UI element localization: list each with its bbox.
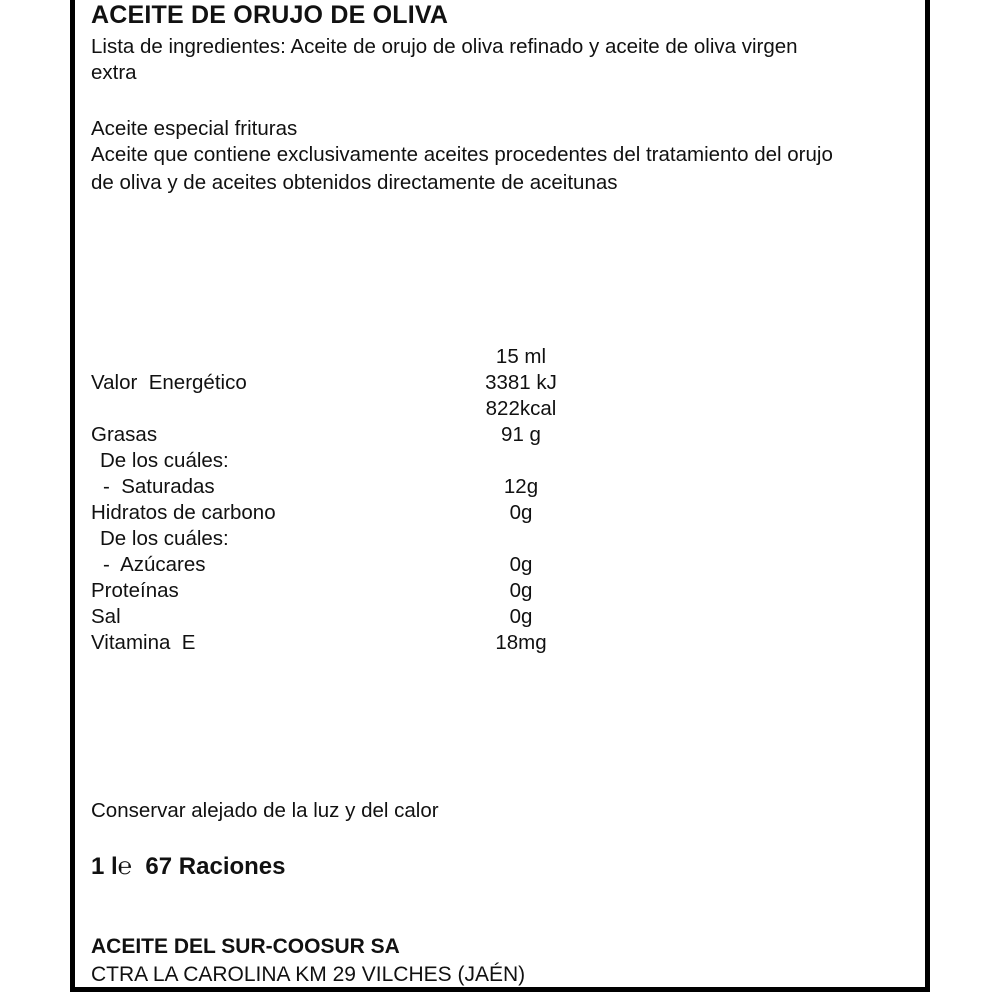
nutrition-row-label: De los cuáles: [100, 449, 229, 472]
label-content [91, 0, 915, 986]
nutrition-row-label: - Azúcares [103, 553, 206, 576]
label-border-box [70, 0, 930, 992]
ingredients-paragraph [91, 34, 903, 86]
table-row [91, 474, 641, 500]
nutrition-row-value: 0g [509, 501, 533, 524]
nutrition-row-value: 0g [509, 579, 533, 602]
nutrition-row-value: 12g [503, 475, 539, 498]
nutrition-row-label: Hidratos de carbono [91, 501, 276, 524]
nutrition-header-row [91, 344, 641, 370]
special-use-paragraph [91, 116, 903, 196]
ingredients-line-2: extra [91, 61, 137, 84]
page-title: ACEITE DE ORUJO DE OLIVA [91, 1, 449, 29]
table-row [91, 578, 641, 604]
manufacturer-address: CTRA LA CAROLINA KM 29 VILCHES (JAÉN) [91, 963, 526, 986]
nutrition-row-label: Vitamina E [91, 631, 196, 654]
special-use-heading: Aceite especial frituras [91, 117, 298, 140]
table-row [91, 422, 641, 448]
table-row [91, 630, 641, 656]
table-row [91, 396, 641, 422]
nutrition-row-value: 822kcal [485, 397, 557, 420]
nutrition-row-label: De los cuáles: [100, 527, 229, 550]
nutrition-row-value: 18mg [495, 631, 547, 654]
nutrition-row-value: 0g [509, 553, 533, 576]
nutrition-row-label: Valor Energético [91, 371, 247, 394]
nutrition-row-value: 91 g [501, 423, 541, 446]
manufacturer-name: ACEITE DEL SUR-COOSUR SA [91, 935, 400, 958]
table-row [91, 552, 641, 578]
nutrition-table [91, 344, 641, 656]
net-volume-servings: 1 l℮ 67 Raciones [91, 853, 286, 880]
nutrition-row-label: Proteínas [91, 579, 179, 602]
special-use-line-1: Aceite que contiene exclusivamente aceites procedentes del tratamiento del orujo [91, 143, 833, 166]
ingredients-line-1: Lista de ingredientes: Aceite de orujo de oliva refinado y aceite de oliva virgen [91, 35, 798, 58]
table-row [91, 448, 641, 474]
nutrition-row-value: 3381 kJ [485, 371, 557, 394]
special-use-line-2: de oliva y de aceites obtenidos directamente de aceitunas [91, 171, 618, 194]
table-row [91, 370, 641, 396]
storage-instructions: Conservar alejado de la luz y del calor [91, 799, 439, 822]
nutrition-row-label: - Saturadas [103, 475, 215, 498]
table-row [91, 500, 641, 526]
nutrition-row-label: Grasas [91, 423, 158, 446]
table-row [91, 526, 641, 552]
table-row [91, 604, 641, 630]
nutrition-row-label: Sal [91, 605, 121, 628]
nutrition-header-value: 15 ml [495, 345, 547, 368]
nutrition-row-value: 0g [509, 605, 533, 628]
